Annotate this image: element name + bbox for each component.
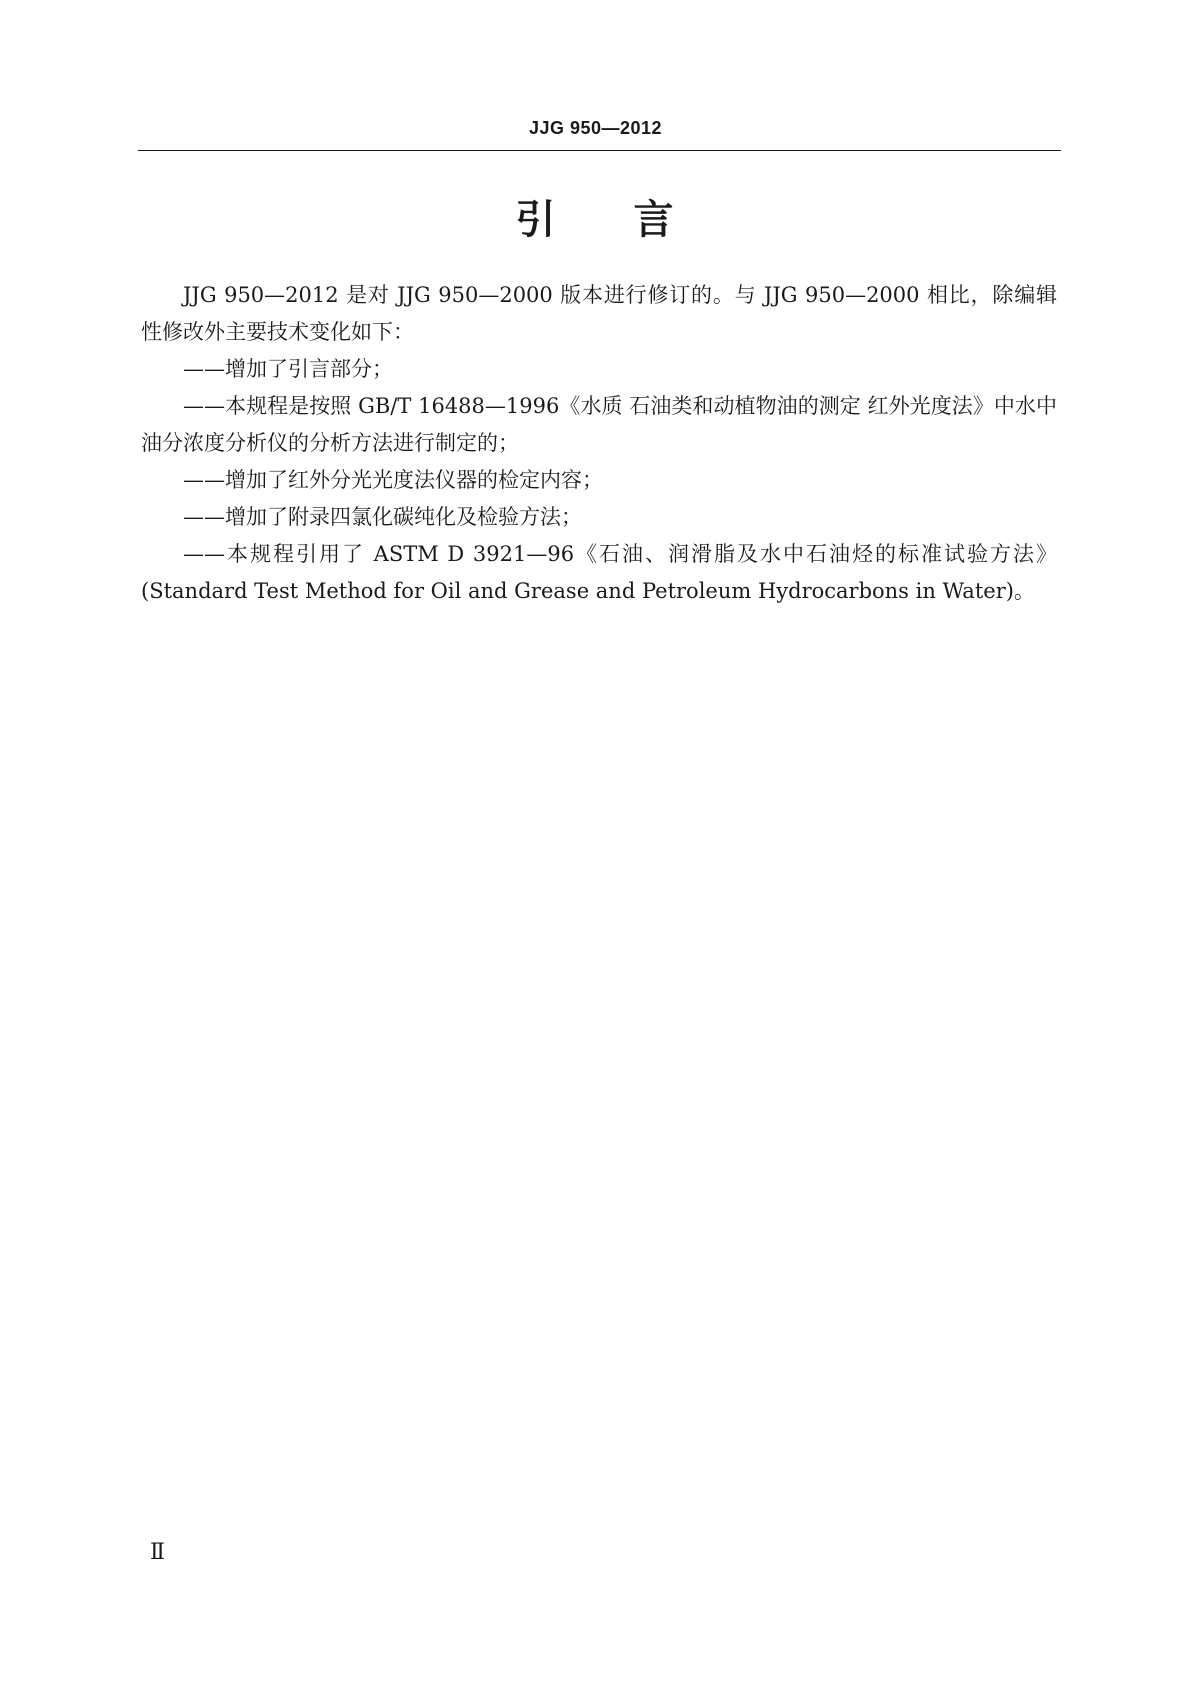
paragraph-change-3: ——增加了红外分光光度法仪器的检定内容； [183,468,603,492]
paragraph-change-1: ——增加了引言部分； [183,357,393,381]
page-number: Ⅱ [150,1540,165,1565]
paragraph-change-5: ——本规程引用了 ASTM D 3921—96《石油、润滑脂及水中石油烃的标准试验方法》(Standard Test Method for Oil and Grease and Petroleum Hydrocarbons in Water)。 [141,542,1057,603]
paragraph-change-2: ——本规程是按照 GB/T 16488—1996《水质 石油类和动植物油的测定 红外光度法》中水中油分浓度分析仪的分析方法进行制定的； [141,394,1057,455]
running-header-standard-code: JJG 950—2012 [528,118,663,138]
header-divider [138,150,1061,151]
paragraph-change-4: ——增加了附录四氯化碳纯化及检验方法； [183,505,582,529]
paragraph-intro: JJG 950—2012 是对 JJG 950—2000 版本进行修订的。与 JJG 950—2000 相比，除编辑性修改外主要技术变化如下： [141,283,1057,344]
document-body [141,277,1057,610]
page-title: 引 言 [515,197,676,243]
